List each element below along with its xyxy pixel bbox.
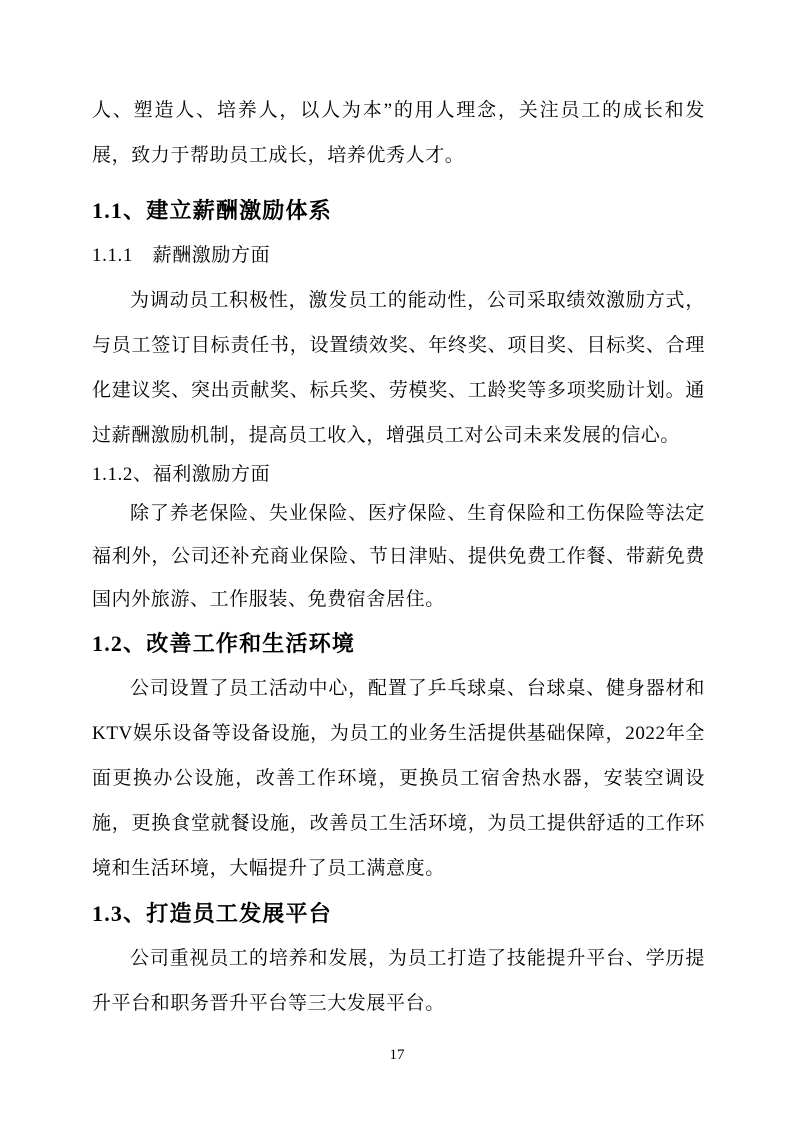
subsection-heading-1-1-1: 1.1.1 薪酬激励方面 bbox=[92, 245, 271, 266]
paragraph-1-2: 公司设置了员工活动中心，配置了乒乓球桌、台球桌、健身器材和KTV娱乐设备等设备设施，为员工的业务生活提供基础保障，2022年全面更换办公设施，改善工作环境，更换员工宿舍热水器，安装空调设施，更换食堂就餐设施，改善员工生活环境，为员工提供舒适的工作环境和生活环境，大幅提升了员工满意度。 bbox=[92, 678, 705, 879]
paragraph-1-1-2: 除了养老保险、失业保险、医疗保险、生育保险和工伤保险等法定福利外，公司还补充商业保险、节日津贴、提供免费工作餐、带薪免费国内外旅游、工作服装、免费宿舍居住。 bbox=[92, 503, 705, 610]
section-heading-1-3: 1.3、打造员工发展平台 bbox=[92, 901, 332, 926]
page-number: 17 bbox=[389, 1047, 405, 1063]
paragraph-1-3: 公司重视员工的培养和发展，为员工打造了技能提升平台、学历提升平台和职务晋升平台等三大发展平台。 bbox=[92, 948, 705, 1014]
subsection-heading-1-1-2: 1.1.2、福利激励方面 bbox=[92, 464, 271, 485]
intro-paragraph: 人、塑造人、培养人，以人为本”的用人理念，关注员工的成长和发展，致力于帮助员工成长，培养优秀人才。 bbox=[92, 100, 705, 166]
section-heading-1-2: 1.2、改善工作和生活环境 bbox=[92, 631, 356, 656]
section-heading-1-1: 1.1、建立薪酬激励体系 bbox=[92, 198, 332, 223]
paragraph-1-1-1: 为调动员工积极性，激发员工的能动性，公司采取绩效激励方式，与员工签订目标责任书，设置绩效奖、年终奖、项目奖、目标奖、合理化建议奖、突出贡献奖、标兵奖、劳模奖、工龄奖等多项奖励计划。通过薪酬激励机制，提高员工收入，增强员工对公司未来发展的信心。 bbox=[92, 290, 705, 446]
